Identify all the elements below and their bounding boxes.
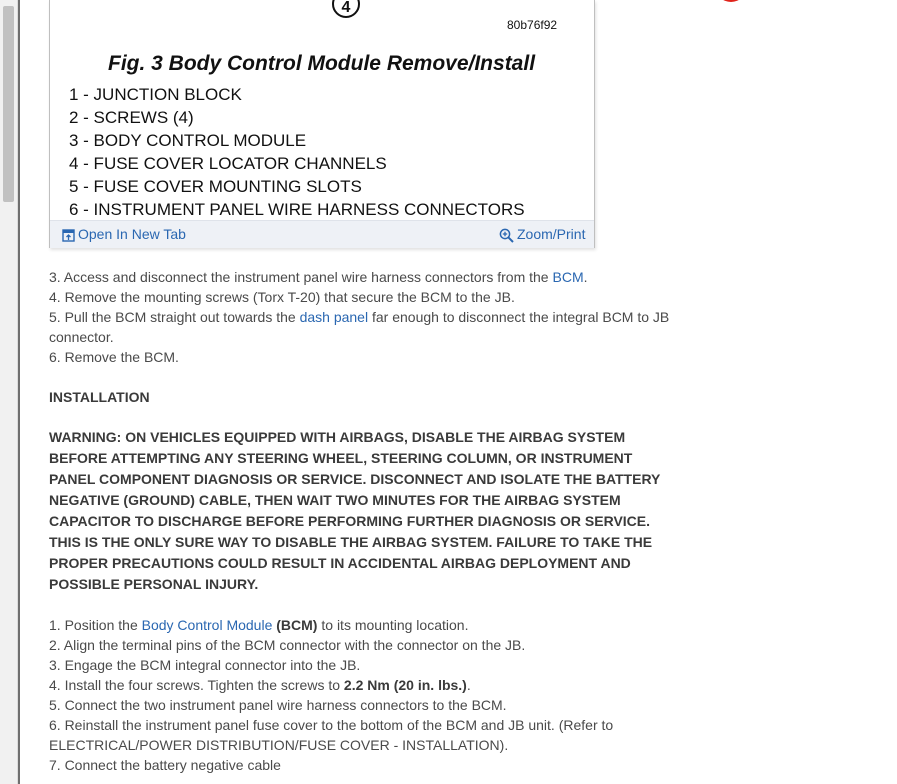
install-step-3: 3. Engage the BCM integral connector into the JB. xyxy=(49,657,361,673)
zoom-print-link[interactable] xyxy=(499,226,585,243)
install-step-1 xyxy=(49,615,679,635)
install-step-6: 6. Reinstall the instrument panel fuse cover to the bottom of the BCM and JB unit. (Refer to ELECTRICAL/POWER DISTRIBUTION/FUSE COVER - INSTALLATION). xyxy=(49,717,614,753)
install-step-7: 7. Connect the battery negative cable xyxy=(49,757,281,773)
callout-circle: 4 xyxy=(332,0,360,18)
install-step-5: 5. Connect the two instrument panel wire harness connectors to the BCM. xyxy=(49,697,507,713)
legend-item: 2 - SCREWS (4) xyxy=(69,108,194,127)
installation-steps xyxy=(49,615,679,775)
red-indicator-icon xyxy=(715,0,747,2)
install-step-4 xyxy=(49,675,679,695)
legend-item: 6 - INSTRUMENT PANEL WIRE HARNESS CONNECTORS xyxy=(69,200,525,219)
step-text: far enough to disconnect the integral BCM to JB connector. xyxy=(49,309,670,345)
figure-footer xyxy=(50,220,594,248)
vertical-scrollbar[interactable] xyxy=(0,0,18,784)
removal-step-5 xyxy=(49,307,679,347)
removal-step-6: 6. Remove the BCM. xyxy=(49,349,179,365)
figure-title: Fig. 3 Body Control Module Remove/Install xyxy=(108,52,536,75)
dash-panel-link[interactable]: dash panel xyxy=(299,309,369,325)
step-text: to its mounting location. xyxy=(317,617,469,633)
step-text: . xyxy=(466,677,471,693)
body-control-module-link[interactable]: Body Control Module xyxy=(141,617,273,633)
figure-card xyxy=(49,0,595,248)
legend-item: 3 - BODY CONTROL MODULE xyxy=(69,131,307,150)
step-text: 3. Access and disconnect the instrument panel wire harness connectors from the xyxy=(49,269,553,285)
legend-item: 1 - JUNCTION BLOCK xyxy=(69,85,242,104)
zoom-print-label: Zoom/Print xyxy=(517,226,586,242)
page-edge-divider xyxy=(18,0,20,784)
step-text: 4. Install the four screws. Tighten the screws to xyxy=(49,677,344,693)
step-text: 5. Pull the BCM straight out towards the xyxy=(49,309,300,325)
open-new-tab-link[interactable] xyxy=(62,226,186,242)
legend-item: 5 - FUSE COVER MOUNTING SLOTS xyxy=(69,177,362,196)
step-text: . xyxy=(583,269,588,285)
installation-heading: INSTALLATION xyxy=(49,389,150,405)
image-code: 80b76f92 xyxy=(507,18,558,32)
scrollbar-thumb[interactable] xyxy=(3,6,14,202)
magnifier-plus-icon xyxy=(499,228,514,243)
open-new-tab-icon xyxy=(62,229,75,242)
torque-spec: 2.2 Nm (20 in. lbs.) xyxy=(343,677,467,693)
removal-step-3 xyxy=(49,267,679,287)
removal-step-4: 4. Remove the mounting screws (Torx T-20) that secure the BCM to the JB. xyxy=(49,289,515,305)
legend-item: 4 - FUSE COVER LOCATOR CHANNELS xyxy=(69,154,387,173)
procedure-content xyxy=(49,267,679,775)
removal-steps xyxy=(49,267,679,367)
figure-legend xyxy=(69,83,525,221)
install-step-2: 2. Align the terminal pins of the BCM connector with the connector on the JB. xyxy=(49,637,526,653)
step-bold-text: (BCM) xyxy=(272,617,318,633)
step-text: 1. Position the xyxy=(49,617,142,633)
bcm-link[interactable]: BCM xyxy=(552,269,584,285)
open-new-tab-label: Open In New Tab xyxy=(78,226,186,242)
airbag-warning: WARNING: ON VEHICLES EQUIPPED WITH AIRBAGS, DISABLE THE AIRBAG SYSTEM BEFORE ATTEMPTING ANY STEERING WHEEL, STEERING COLUMN, OR INSTRUMENT PANEL COMPONENT DIAGNOSIS OR SERVICE. DISCONNECT AND ISOLATE THE BATTERY NEGATIVE (GROUND) CABLE, THEN WAIT TWO MINUTES FOR THE AIRBAG SYSTEM CAPACITOR TO DISCHARGE BEFORE PERFORMING FURTHER DIAGNOSIS OR SERVICE. THIS IS THE ONLY SURE WAY TO DISABLE THE AIRBAG SYSTEM. FAILURE TO TAKE THE PROPER PRECAUTIONS COULD RESULT IN ACCIDENTAL AIRBAG DEPLOYMENT AND POSSIBLE PERSONAL INJURY. xyxy=(49,429,661,592)
